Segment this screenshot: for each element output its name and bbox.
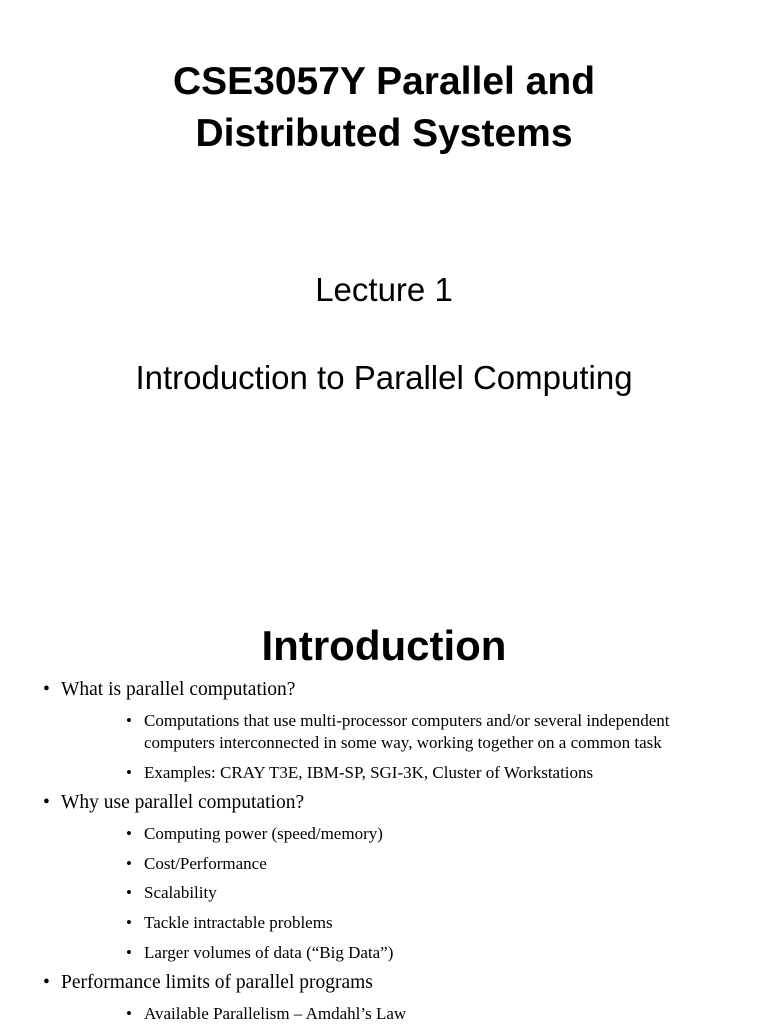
bullet-content xyxy=(0,678,768,1024)
sub-bullet-text: Scalability xyxy=(144,883,217,903)
sub-bullet-list xyxy=(61,823,768,963)
course-title-line-1: CSE3057Y Parallel and xyxy=(172,60,596,103)
sub-bullet-item xyxy=(61,912,768,934)
bullet-marker: • xyxy=(43,679,50,700)
course-title xyxy=(0,56,768,160)
sub-bullet-text: Cost/Performance xyxy=(144,853,267,873)
slide-heading: Introduction xyxy=(261,622,507,669)
bullet-marker: • xyxy=(126,912,132,932)
bullet-item xyxy=(0,791,768,963)
bullet-marker: • xyxy=(126,883,132,903)
bullet-text: What is parallel computation? xyxy=(61,679,296,700)
bullet-marker: • xyxy=(126,1004,132,1024)
bullet-marker: • xyxy=(126,824,132,844)
bullet-marker: • xyxy=(43,972,50,994)
sub-bullet-item xyxy=(61,1003,768,1024)
sub-bullet-item xyxy=(61,853,768,875)
sub-bullet-text: Larger volumes of data (“Big Data”) xyxy=(144,942,394,962)
course-title-line-2: Distributed Systems xyxy=(195,112,573,155)
main-bullet-list xyxy=(0,678,768,1024)
sub-bullet-list xyxy=(61,1003,768,1024)
sub-bullet-item xyxy=(61,710,768,754)
bullet-item xyxy=(0,971,768,1024)
sub-bullet-list xyxy=(61,710,768,784)
lecture-number: Lecture 1 xyxy=(315,271,453,308)
bullet-text: Performance limits of parallel programs xyxy=(61,972,373,994)
lecture-title: Introduction to Parallel Computing xyxy=(135,359,633,396)
bullet-marker: • xyxy=(126,853,132,873)
bullet-marker: • xyxy=(43,792,50,814)
sub-bullet-item xyxy=(61,882,768,904)
sub-bullet-text: Computations that use multi-processor computers and/or several independent computers interconnected in some way, working together on a common task xyxy=(144,711,670,752)
bullet-text: Why use parallel computation? xyxy=(61,792,305,814)
sub-bullet-text: Tackle intractable problems xyxy=(144,912,333,932)
sub-bullet-text: Computing power (speed/memory) xyxy=(144,824,383,844)
bullet-marker: • xyxy=(126,711,132,730)
sub-bullet-item xyxy=(61,942,768,964)
bullet-marker: • xyxy=(126,762,132,782)
bullet-item xyxy=(0,678,768,784)
sub-bullet-text: Available Parallelism – Amdahl’s Law xyxy=(144,1004,407,1024)
introduction-slide xyxy=(0,580,768,1024)
sub-bullet-item xyxy=(61,762,768,784)
sub-bullet-item xyxy=(61,823,768,845)
sub-bullet-text: Examples: CRAY T3E, IBM-SP, SGI-3K, Cluster of Workstations xyxy=(144,762,594,782)
bullet-marker: • xyxy=(126,942,132,962)
